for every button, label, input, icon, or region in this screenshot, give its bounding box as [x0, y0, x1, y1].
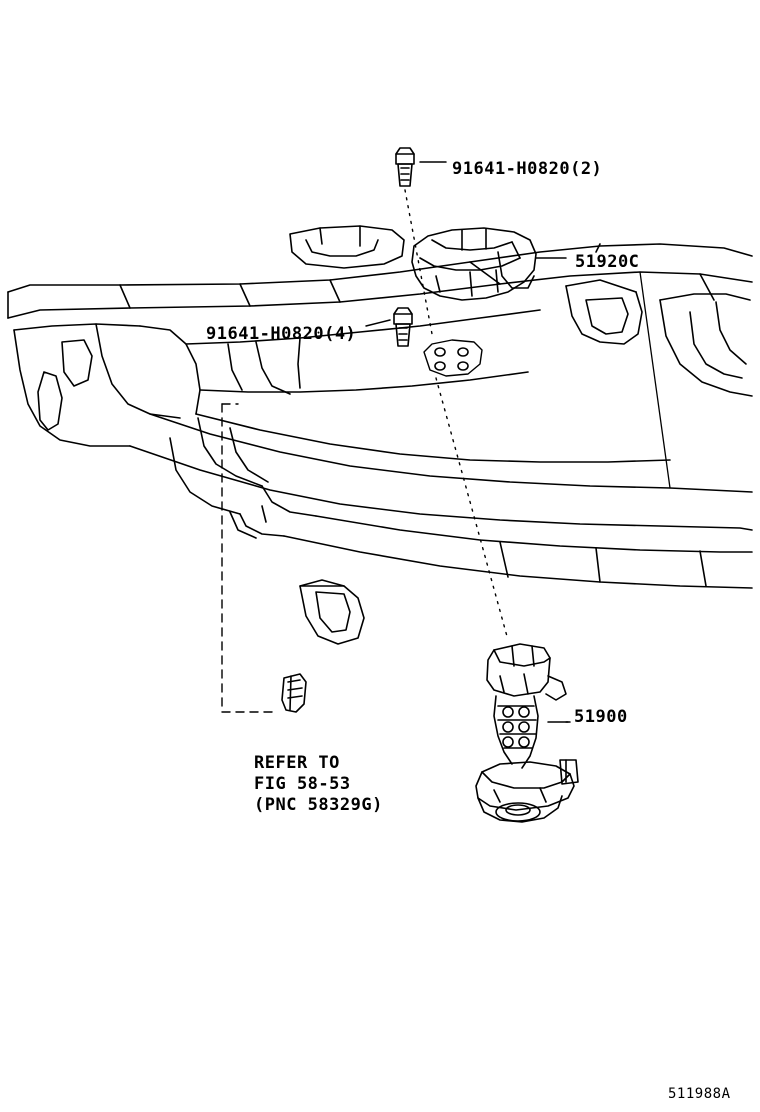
part-label-91641-h0820-2: 91641-H0820(2) [452, 159, 603, 179]
part-label-51920c: 51920C [575, 252, 640, 272]
figure-code: 511988A [668, 1086, 731, 1102]
reference-note-line-2: FIG 58-53 [254, 774, 351, 794]
reference-note [254, 753, 383, 816]
reference-note-line-1: REFER TO [254, 753, 340, 773]
part-label-91641-h0820-4: 91641-H0820(4) [206, 324, 357, 344]
part-label-51900: 51900 [574, 707, 628, 727]
reference-note-line-3: (PNC 58329G) [254, 795, 383, 815]
